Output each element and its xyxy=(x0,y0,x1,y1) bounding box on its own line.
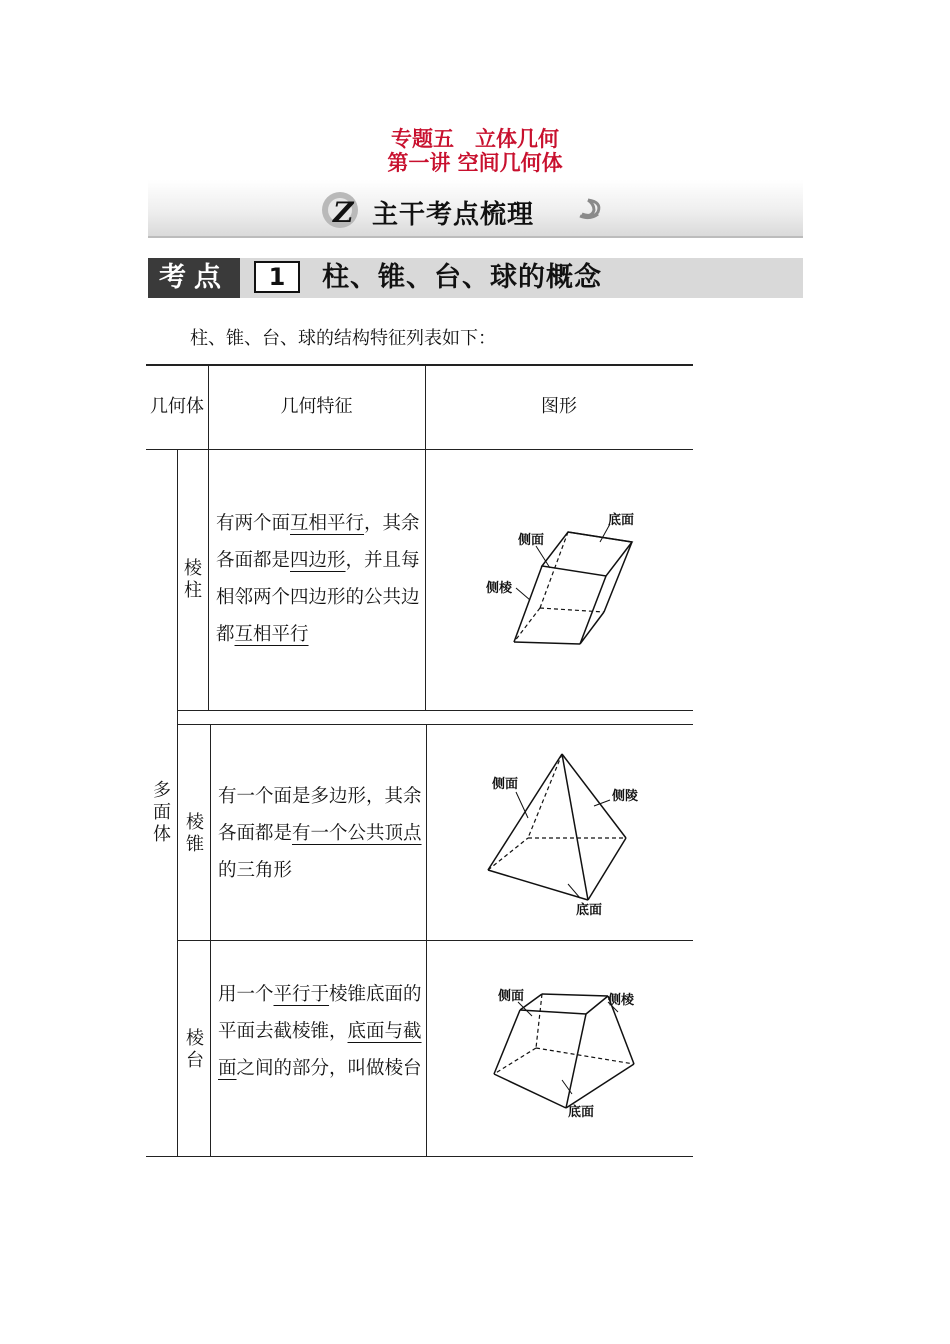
row-name-pyramid: 棱 锥 xyxy=(186,812,204,855)
group-label: 多 面 体 xyxy=(153,780,171,845)
pyramid-label-edge: 侧陵 xyxy=(612,789,639,804)
col-rule-group xyxy=(177,450,178,1156)
banner-underline xyxy=(148,236,803,238)
table-bottom-rule xyxy=(146,1156,693,1157)
header-solid: 几何体 xyxy=(150,396,204,417)
prism-label-edge: 侧棱 xyxy=(486,581,513,596)
banner-title: 主干考点梳理 xyxy=(372,200,535,230)
header-features: 几何特征 xyxy=(280,396,353,417)
row-desc-prism: 有两个面互相平行，其余各面都是四边形，并且每相邻两个四边形的公共边都互相平行 xyxy=(216,513,420,645)
row-name-frustum: 棱 台 xyxy=(186,1028,204,1071)
row-rule-3 xyxy=(178,940,693,941)
table-top-rule xyxy=(146,364,693,366)
lecture-title: 第一讲 空间几何体 xyxy=(387,151,563,175)
row-name-prism: 棱 柱 xyxy=(184,558,202,601)
pyramid-label-face: 侧面 xyxy=(492,777,519,792)
table-header-rule xyxy=(146,449,693,450)
frustum-label-edge: 侧棱 xyxy=(608,993,635,1008)
frustum-label-base: 底面 xyxy=(568,1105,595,1120)
row-desc-pyramid: 有一个面是多边形，其余各面都是有一个公共顶点的三角形 xyxy=(218,786,422,881)
col-rule-1-bottom xyxy=(210,724,211,1156)
row-desc-frustum: 用一个平行于棱锥底面的平面去截棱锥，底面与截面之间的部分，叫做棱台 xyxy=(218,984,422,1079)
pyramid-label-base: 底面 xyxy=(576,903,603,918)
header-figure: 图形 xyxy=(541,396,577,417)
col-rule-1-top xyxy=(208,450,209,710)
section-number: 1 xyxy=(254,261,300,293)
intro-text: 柱、锥、台、球的结构特征列表如下： xyxy=(190,328,496,349)
banner-letter: Z xyxy=(333,196,354,229)
frustum-label-face: 侧面 xyxy=(498,989,525,1004)
section-title: 柱、锥、台、球的概念 xyxy=(322,262,602,293)
pyramid-figure xyxy=(476,746,656,920)
row-rule-1 xyxy=(178,710,693,711)
section-label: 考点 xyxy=(148,258,240,298)
prism-figure xyxy=(474,508,644,654)
prism-label-face: 侧面 xyxy=(518,533,545,548)
prism-label-base: 底面 xyxy=(608,513,635,528)
row-rule-2 xyxy=(178,724,693,725)
chapter-title: 专题五 立体几何 xyxy=(391,127,559,151)
frustum-figure xyxy=(486,980,656,1126)
